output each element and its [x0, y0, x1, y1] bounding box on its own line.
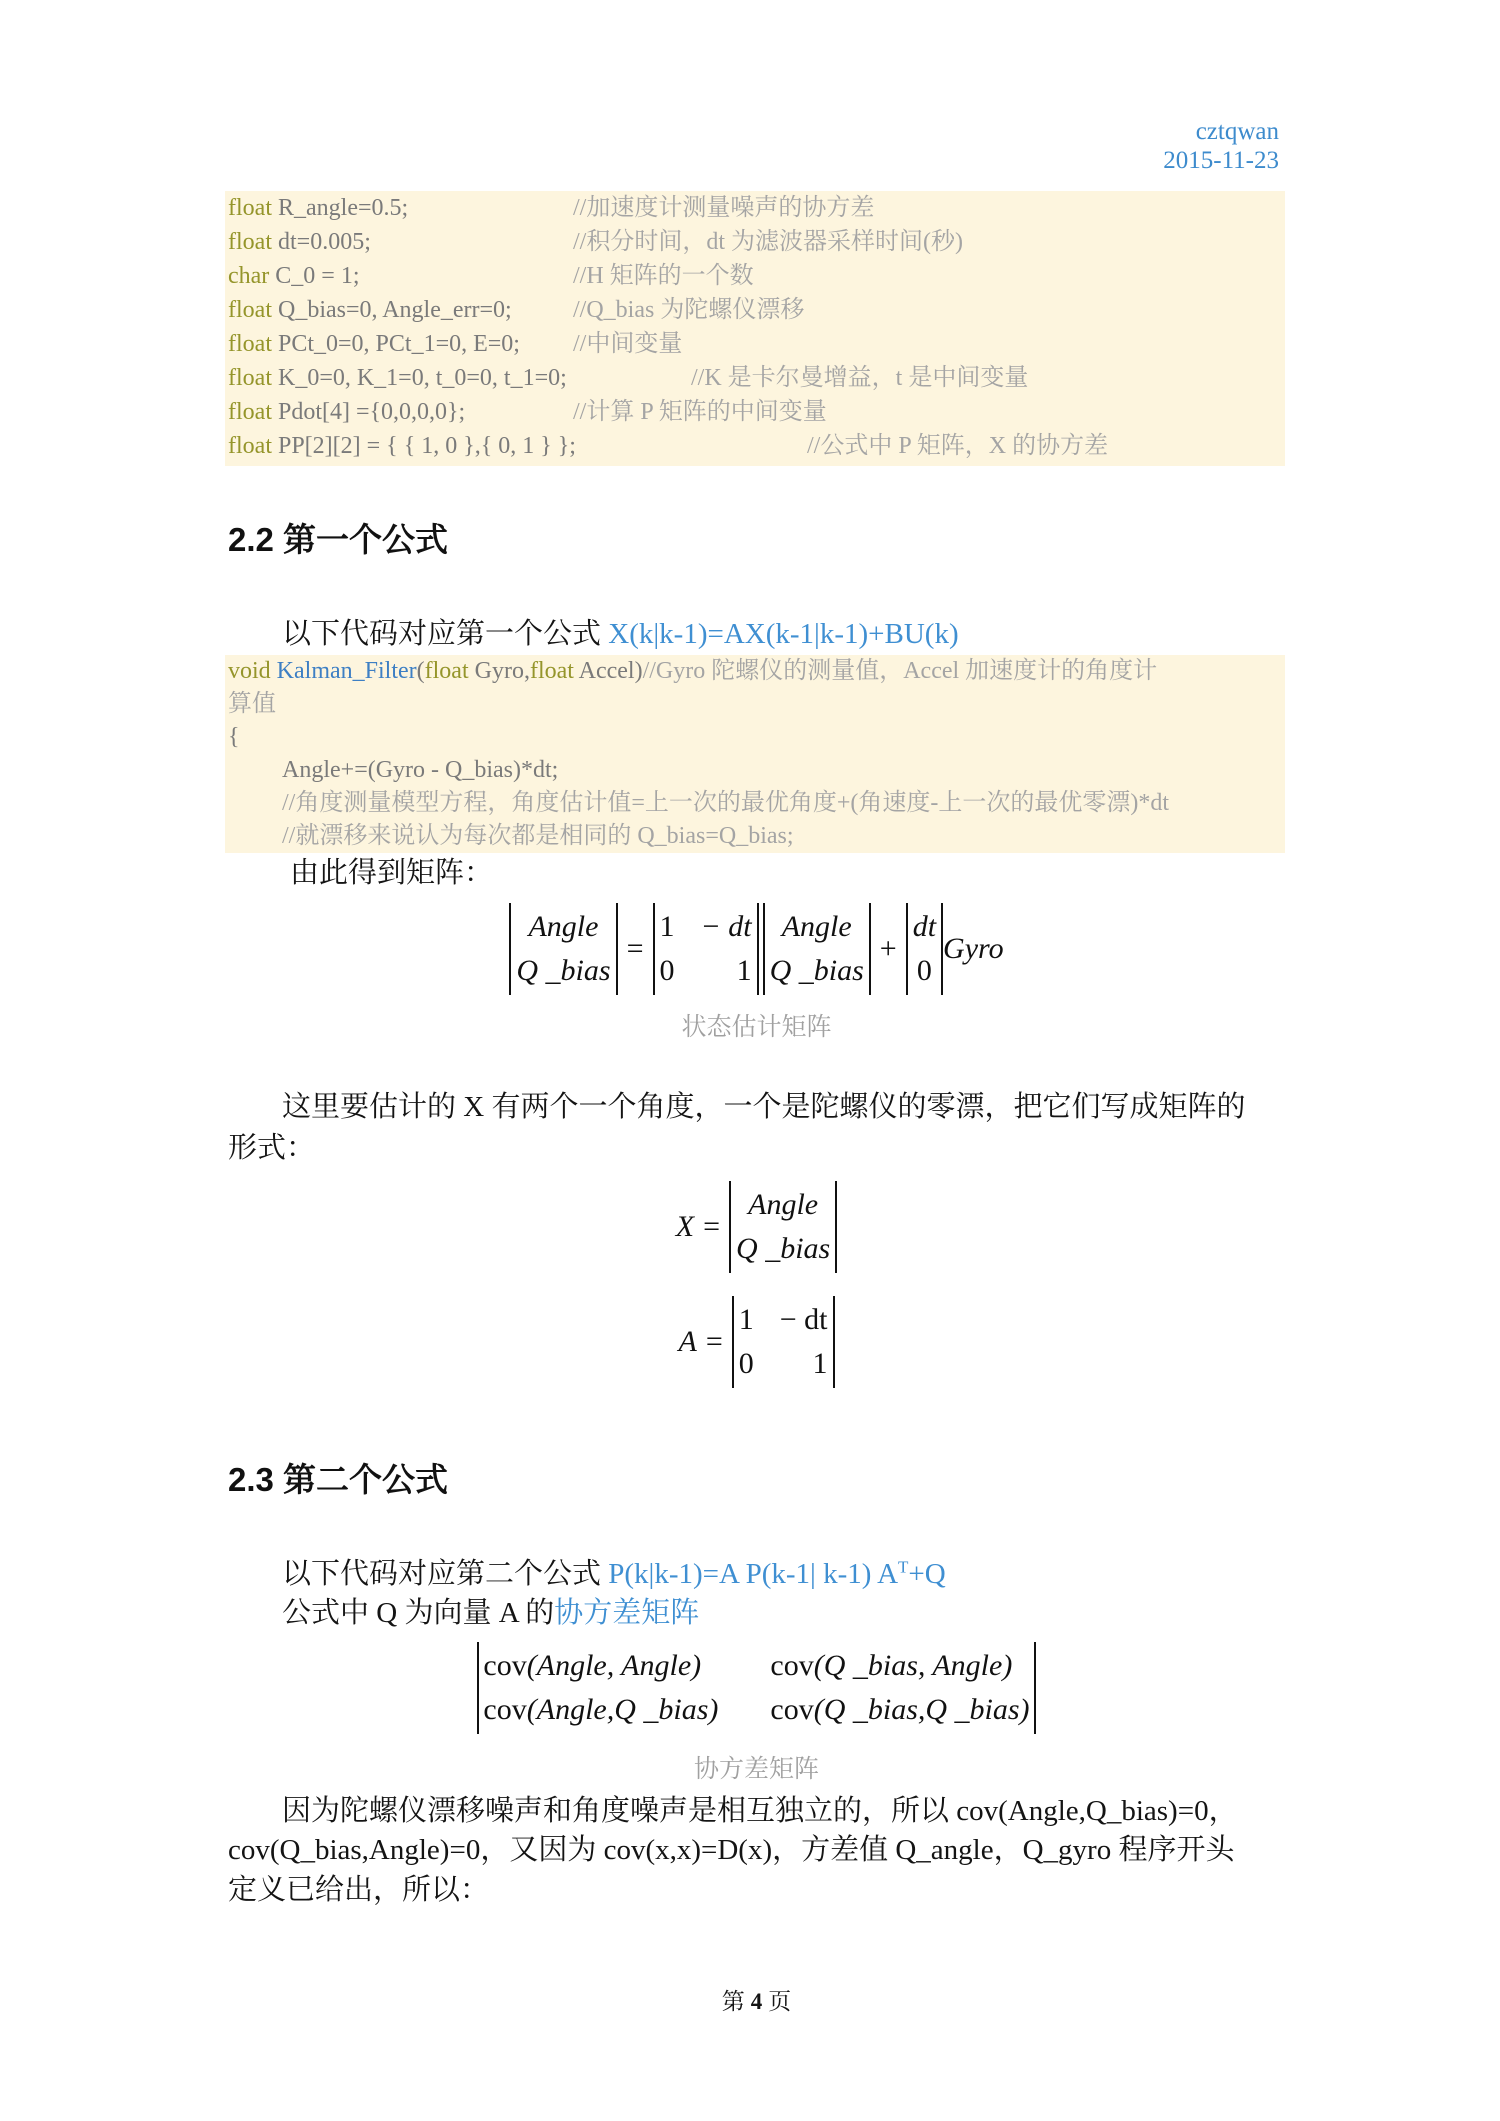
code-comment: //积分时间，dt 为滤波器采样时间(秒): [573, 229, 963, 255]
page-number: 4: [750, 1989, 763, 2014]
matrix-entry: − dt: [779, 1303, 828, 1336]
cov-function: cov: [483, 1693, 527, 1726]
q-description-line: [282, 1593, 699, 1633]
equals-sign: =: [626, 932, 644, 965]
matrix-entry: 1: [812, 1347, 828, 1380]
code-keyword: float: [228, 365, 272, 391]
code-comment: //K 是卡尔曼增益，t 是中间变量: [691, 365, 1029, 391]
covariance-matrix: [477, 1642, 1035, 1734]
code-keyword: float: [529, 658, 574, 684]
footer-prefix: 第: [721, 1989, 745, 2014]
code-line: [225, 259, 1285, 293]
input-matrix: [906, 903, 943, 995]
equation-lhs: X: [675, 1210, 695, 1243]
matrix-entry: − dt: [700, 910, 752, 943]
code-text: (: [416, 658, 425, 684]
matrix-entry: [770, 1644, 1029, 1688]
formula-text: X(k|k-1)=AX(k-1|k-1)+BU(k): [608, 618, 959, 650]
transition-matrix: [653, 903, 759, 995]
x-vector: [729, 1181, 837, 1273]
code-comment: //H 矩阵的一个数: [573, 263, 754, 289]
footer-suffix: 页: [768, 1989, 792, 2014]
code-keyword: void: [228, 658, 271, 684]
page-footer: [228, 1986, 1285, 2018]
paragraph-line: 形式：: [228, 1132, 316, 1164]
cov-function: cov: [770, 1693, 814, 1726]
variable-declarations-code-block: [225, 191, 1285, 466]
code-keyword: float: [228, 297, 272, 323]
code-keyword: float: [424, 658, 469, 684]
matrix-entry: Q _bias: [769, 954, 864, 987]
matrix-entry: Angle: [781, 910, 852, 943]
a-definition-equation: [228, 1296, 1285, 1388]
cov-args: (Q _bias,Q _bias): [813, 1693, 1030, 1726]
code-keyword: float: [228, 229, 272, 255]
paragraph-line: 因为陀螺仪漂移噪声和角度噪声是相互独立的，所以 cov(Angle,Q_bias)=0，: [282, 1795, 1238, 1827]
input-variable: Gyro: [943, 932, 1004, 965]
code-comment: //Gyro 陀螺仪的测量值，Accel 加速度计的角度计: [642, 658, 1158, 684]
code-line: [225, 655, 1285, 688]
intro-text: 以下代码对应第一个公式: [282, 618, 609, 650]
equation-caption: 协方差矩阵: [693, 1756, 819, 1783]
code-text: Pdot[4] ={0,0,0,0};: [271, 399, 466, 425]
code-comment: 算值: [228, 691, 276, 717]
a-matrix: [732, 1296, 835, 1388]
matrix-entry: 1: [736, 954, 752, 987]
code-line: [225, 327, 1285, 361]
code-text: K_0=0, K_1=0, t_0=0, t_1=0;: [271, 365, 567, 391]
code-line: [225, 820, 1285, 853]
code-text: R_angle=0.5;: [271, 195, 409, 221]
matrix-entry: dt: [912, 910, 937, 943]
equals-sign: =: [703, 1210, 721, 1243]
matrix-intro-text: 由此得到矩阵：: [290, 857, 494, 889]
x-definition-equation: [228, 1181, 1285, 1273]
code-text: Q_bias=0, Angle_err=0;: [271, 297, 512, 323]
function-name: Kalman_Filter: [276, 658, 417, 684]
formula-tail: +Q: [908, 1558, 946, 1590]
cov-args: (Angle,Q _bias): [526, 1693, 719, 1726]
matrix-entry: [483, 1644, 718, 1688]
matrix-entry: [483, 1688, 718, 1732]
matrix-entry: Q _bias: [736, 1232, 831, 1265]
matrix-entry: [770, 1688, 1029, 1732]
header-author: cztqwan: [1195, 118, 1279, 145]
matrix-entry: 0: [916, 954, 932, 987]
state-estimation-equation: [228, 903, 1285, 995]
code-keyword: float: [228, 399, 272, 425]
code-comment: //就漂移来说认为每次都是相同的 Q_bias=Q_bias;: [282, 823, 794, 849]
code-line: [225, 688, 1285, 721]
section-heading-2-3: 2.3 第二个公式: [228, 1461, 449, 1498]
cov-function: cov: [483, 1649, 527, 1682]
covariance-matrix-term: 协方差矩阵: [554, 1597, 700, 1629]
code-text: Gyro,: [468, 658, 530, 684]
code-keyword: char: [228, 263, 270, 289]
matrix-entry: Angle: [748, 1188, 819, 1221]
code-line: [225, 293, 1285, 327]
formula-text: [608, 1558, 945, 1590]
cov-args: (Q _bias, Angle): [813, 1649, 1013, 1682]
formula-main: P(k|k-1)=A P(k-1| k-1) A: [608, 1558, 899, 1590]
code-keyword: float: [228, 195, 272, 221]
code-line: [225, 787, 1285, 820]
matrix-entry: 1: [659, 910, 675, 943]
code-line: [225, 395, 1285, 429]
cov-function: cov: [770, 1649, 814, 1682]
formula-intro-paragraph: [282, 1554, 946, 1594]
covariance-matrix-equation: [228, 1642, 1285, 1734]
code-keyword: float: [228, 331, 272, 357]
code-text: PP[2][2] = { { 1, 0 },{ 0, 1 } };: [271, 433, 576, 459]
matrix-entry: Angle: [528, 910, 599, 943]
code-comment: //加速度计测量噪声的协方差: [573, 195, 875, 221]
equals-sign: =: [705, 1325, 723, 1358]
matrix-entry: 0: [659, 954, 675, 987]
equation-lhs: A: [678, 1325, 697, 1358]
state-vector: [763, 903, 871, 995]
matrix-entry: 0: [738, 1347, 754, 1380]
matrix-entry: Q _bias: [516, 954, 611, 987]
code-text: dt=0.005;: [271, 229, 371, 255]
code-text: Accel): [573, 658, 643, 684]
paragraph-line: 定义已给出，所以：: [228, 1874, 490, 1906]
code-line: [225, 429, 1285, 463]
lhs-state-vector: [509, 903, 617, 995]
formula-superscript: T: [898, 1557, 909, 1577]
code-line: [225, 721, 1285, 754]
code-text: C_0 = 1;: [269, 263, 360, 289]
kalman-filter-code-block: [225, 655, 1285, 853]
cov-args: (Angle, Angle): [526, 1649, 702, 1682]
code-line: [225, 191, 1285, 225]
section-heading-2-2: 2.2 第一个公式: [228, 521, 449, 558]
code-brace: {: [228, 724, 240, 750]
code-line: [225, 361, 1285, 395]
code-line: [225, 754, 1285, 787]
q-description-text: 公式中 Q 为向量 A 的: [282, 1597, 555, 1629]
formula-intro-paragraph: [282, 614, 959, 654]
code-comment: //计算 P 矩阵的中间变量: [573, 399, 827, 425]
code-keyword: float: [228, 433, 272, 459]
code-line: [225, 225, 1285, 259]
plus-sign: +: [879, 932, 897, 965]
paragraph-line: 这里要估计的 X 有两个一个角度，一个是陀螺仪的零漂，把它们写成矩阵的: [282, 1091, 1246, 1123]
header-date: 2015-11-23: [1163, 147, 1279, 174]
equation-caption: 状态估计矩阵: [681, 1014, 832, 1041]
code-comment: //Q_bias 为陀螺仪漂移: [573, 297, 805, 323]
matrix-entry: 1: [738, 1303, 754, 1336]
intro-text: 以下代码对应第二个公式: [282, 1558, 609, 1590]
paragraph-line: cov(Q_bias,Angle)=0，又因为 cov(x,x)=D(x)，方差值 Q_angle，Q_gyro 程序开头: [228, 1834, 1235, 1866]
code-comment: //公式中 P 矩阵，X 的协方差: [807, 433, 1109, 459]
code-text: PCt_0=0, PCt_1=0, E=0;: [271, 331, 520, 357]
code-comment: //中间变量: [573, 331, 683, 357]
code-comment: //角度测量模型方程，角度估计值=上一次的最优角度+(角速度-上一次的最优零漂)*dt: [282, 790, 1170, 816]
code-text: Angle+=(Gyro - Q_bias)*dt;: [282, 757, 559, 783]
